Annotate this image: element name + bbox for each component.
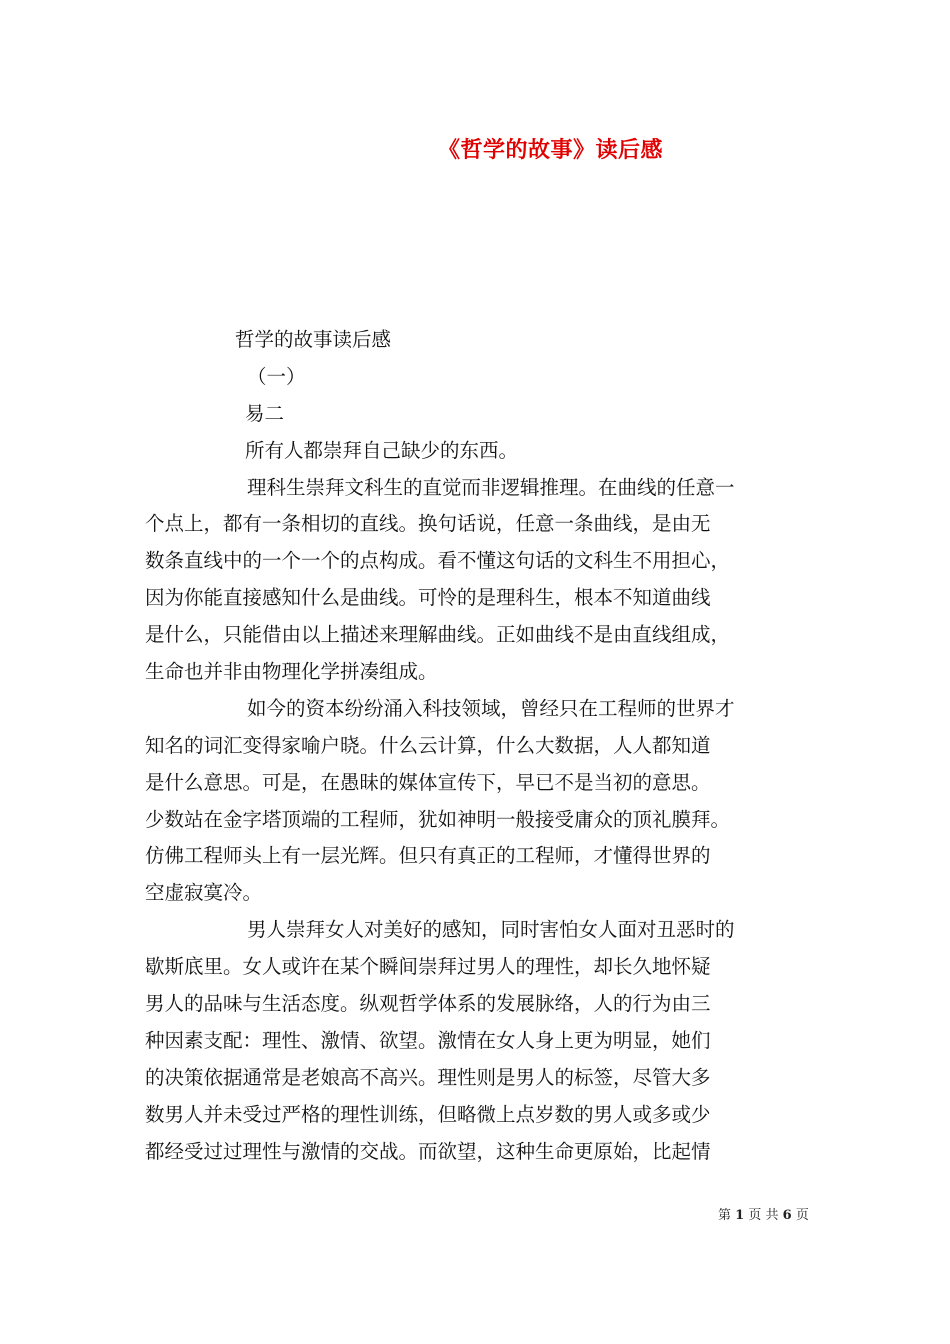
section-number: （一） <box>247 364 306 388</box>
paragraph-line: 理科生崇拜文科生的直觉而非逻辑推理。在曲线的任意一 <box>247 475 735 499</box>
page-footer <box>718 1204 809 1223</box>
subtitle: 哲学的故事读后感 <box>235 328 392 351</box>
paragraph-line: 知名的词汇变得家喻户晓。什么云计算，什么大数据，人人都知道 <box>145 733 711 757</box>
footer-middle: 页 共 <box>748 1208 779 1223</box>
paragraph-line: 种因素支配：理性、激情、欲望。激情在女人身上更为明显，她们 <box>145 1028 711 1052</box>
paragraph-line: 男人的品味与生活态度。纵观哲学体系的发展脉络，人的行为由三 <box>145 992 711 1016</box>
paragraph-line: 是什么意思。可是，在愚昧的媒体宣传下，早已不是当初的意思。 <box>145 770 711 794</box>
paragraph-line: 数条直线中的一个一个的点构成。看不懂这句话的文科生不用担心， <box>145 549 731 573</box>
paragraph-line: 所有人都崇拜自己缺少的东西。 <box>245 438 519 462</box>
paragraph-line: 仿佛工程师头上有一层光辉。但只有真正的工程师，才懂得世界的 <box>145 844 711 868</box>
paragraph-line: 是什么，只能借由以上描述来理解曲线。正如曲线不是由直线组成， <box>145 623 731 647</box>
paragraph-line: 生命也并非由物理化学拼凑组成。 <box>145 660 438 684</box>
footer-suffix: 页 <box>795 1208 809 1223</box>
paragraph-line: 男人崇拜女人对美好的感知，同时害怕女人面对丑恶时的 <box>247 918 735 942</box>
paragraph-line: 因为你能直接感知什么是曲线。可怜的是理科生，根本不知道曲线 <box>145 586 711 610</box>
paragraph-line: 数男人并未受过严格的理性训练，但略微上点岁数的男人或多或少 <box>145 1102 711 1126</box>
paragraph-line: 少数站在金字塔顶端的工程师，犹如神明一般接受庸众的顶礼膜拜。 <box>145 807 731 831</box>
footer-total-pages: 6 <box>782 1208 792 1223</box>
paragraph-line: 个点上，都有一条相切的直线。换句话说，任意一条曲线，是由无 <box>145 512 711 536</box>
document-body <box>145 322 810 1170</box>
paragraph-line: 歇斯底里。女人或许在某个瞬间崇拜过男人的理性，却长久地怀疑 <box>145 955 711 979</box>
paragraph-line: 空虚寂寞冷。 <box>145 881 263 905</box>
paragraph-line: 如今的资本纷纷涌入科技领域，曾经只在工程师的世界才 <box>247 696 735 720</box>
footer-prefix: 第 <box>718 1208 732 1223</box>
paragraph-line: 都经受过过理性与激情的交战。而欲望，这种生命更原始，比起情 <box>145 1139 711 1163</box>
footer-page-number: 1 <box>735 1208 745 1223</box>
author-name: 易二 <box>245 401 285 425</box>
paragraph-line: 的决策依据通常是老娘高不高兴。理性则是男人的标签，尽管大多 <box>145 1065 711 1089</box>
document-title: 《哲学的故事》读后感 <box>438 137 664 163</box>
